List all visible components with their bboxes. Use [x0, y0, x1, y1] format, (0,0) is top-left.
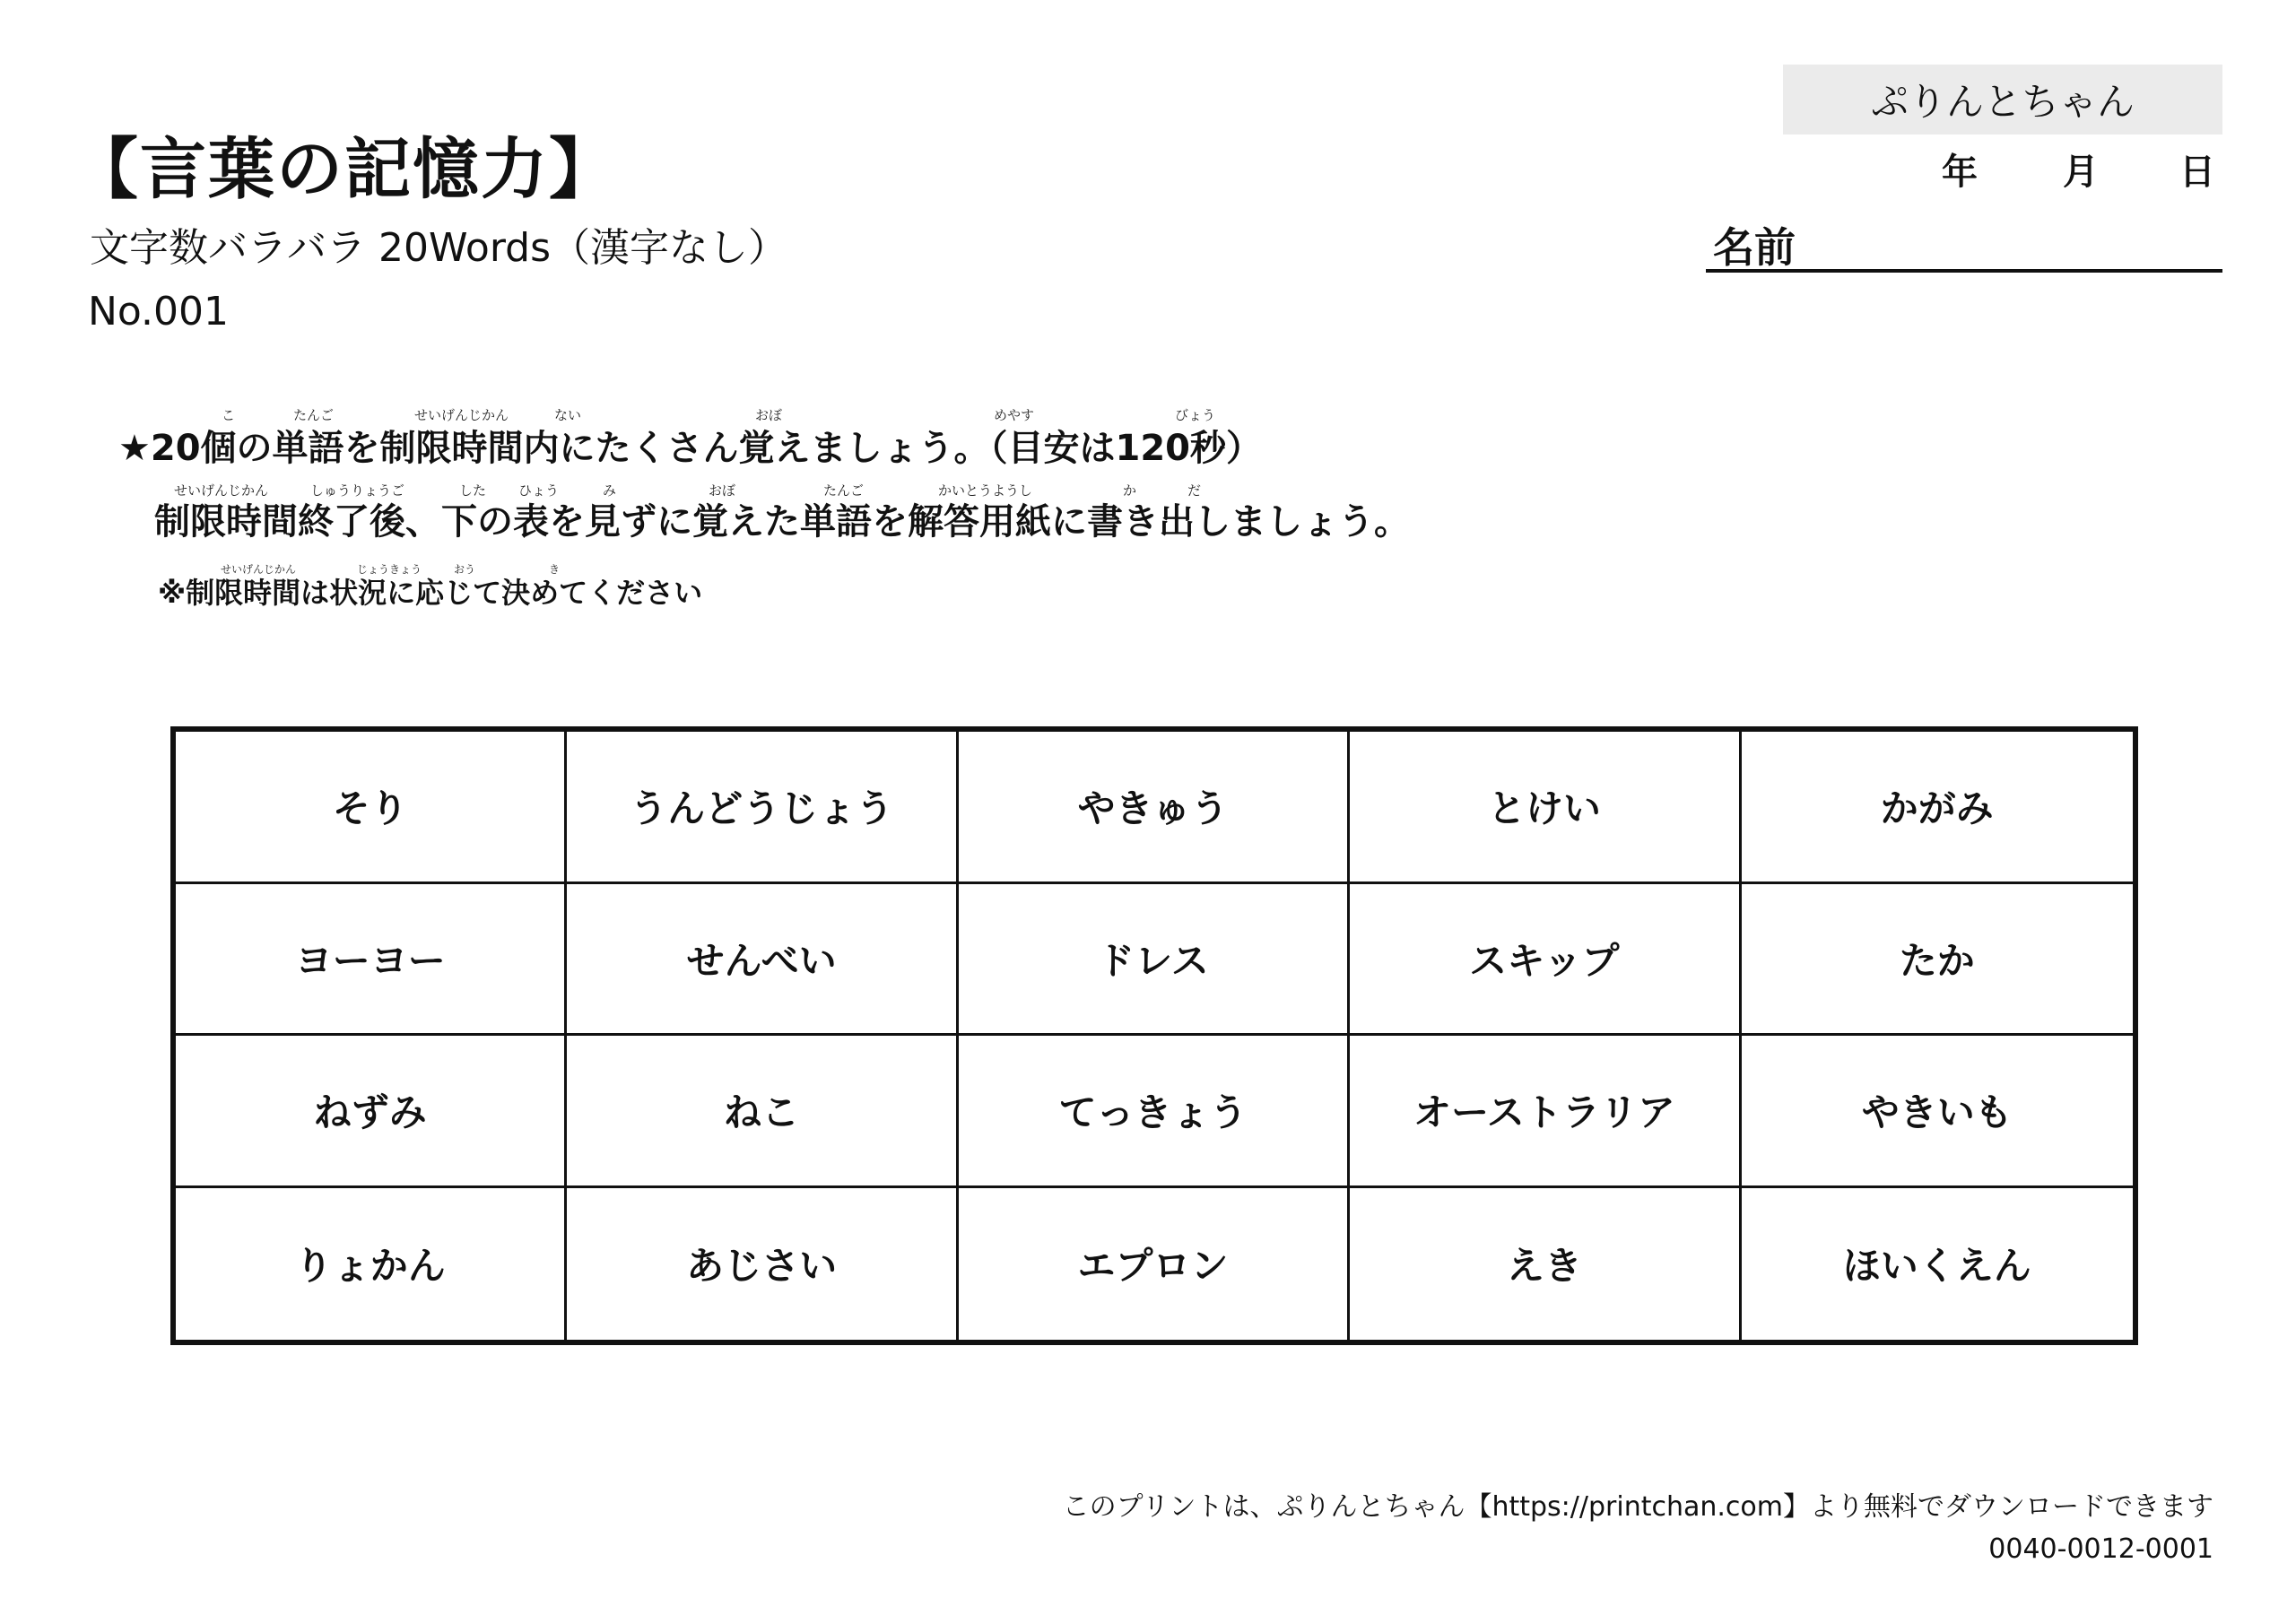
furigana: ない	[554, 407, 582, 423]
word-cell: えき	[1350, 1188, 1741, 1341]
furigana: せいげんじかん	[174, 482, 269, 499]
furigana: ひょう	[518, 482, 560, 499]
brand-badge: ぷりんとちゃん	[1783, 65, 2222, 135]
instruction-line-2: 制限時間終了後、下の表を見ずに覚えた単語を解答用紙に書き出しましょう。	[154, 501, 1410, 543]
footer-note: このプリントは、ぷりんとちゃん【https://printchan.com】より無料でダウンロードできます	[1062, 1491, 2213, 1523]
date-month-label: 月	[2063, 152, 2099, 193]
word-cell: かがみ	[1742, 732, 2133, 884]
furigana: せいげんじかん	[221, 563, 297, 576]
word-cell: せんべい	[567, 884, 958, 1037]
date-day-label: 日	[2179, 152, 2215, 193]
furigana: か	[1123, 482, 1137, 499]
furigana: しゅうりょうご	[310, 482, 405, 499]
word-cell: ねこ	[567, 1036, 958, 1188]
furigana: たんご	[823, 482, 865, 499]
word-cell: スキップ	[1350, 884, 1741, 1037]
word-cell: ヨーヨー	[176, 884, 567, 1037]
page-title: 【言葉の記憶力】	[72, 131, 617, 208]
furigana: み	[603, 482, 617, 499]
word-cell: オーストラリア	[1350, 1036, 1741, 1188]
furigana: こ	[222, 407, 236, 423]
name-label: 名前	[1713, 223, 1796, 272]
furigana: めやす	[994, 407, 1035, 423]
furigana: おぼ	[755, 407, 783, 423]
word-cell: ねずみ	[176, 1036, 567, 1188]
word-cell: やきいも	[1742, 1036, 2133, 1188]
furigana: せいげんじかん	[414, 407, 509, 423]
date-year-label: 年	[1942, 152, 1978, 193]
furigana: だ	[1187, 482, 1202, 499]
word-cell: エプロン	[959, 1188, 1350, 1341]
furigana: おぼ	[709, 482, 736, 499]
word-cell: ほいくえん	[1842, 1244, 2031, 1289]
furigana: びょう	[1175, 407, 1216, 423]
word-cell: りょかん	[176, 1188, 567, 1341]
furigana: き	[549, 563, 561, 576]
furigana: たんご	[293, 407, 335, 423]
word-cell: うんどうじょう	[567, 732, 958, 884]
print-code: 0040-0012-0001	[1988, 1533, 2213, 1565]
furigana: おう	[454, 563, 476, 576]
word-cell: やきゅう	[959, 732, 1350, 884]
furigana: かいとうようし	[938, 482, 1033, 499]
instruction-note: ※制限時間は状況に応じて決めてください	[158, 576, 703, 610]
word-cell: たか	[1742, 884, 2133, 1037]
furigana: した	[459, 482, 487, 499]
instruction-line-1: ★20個の単語を制限時間内にたくさん覚えましょう。（目安は120秒）	[118, 428, 1263, 469]
sheet-number: No.001	[88, 289, 230, 334]
furigana: じょうきょう	[357, 563, 422, 576]
word-cell: あじさい	[567, 1188, 958, 1341]
page-subtitle: 文字数バラバラ 20Words（漢字なし）	[90, 225, 787, 271]
word-cell: てっきょう	[959, 1036, 1350, 1188]
word-table	[170, 726, 2138, 1345]
word-cell: とけい	[1350, 732, 1741, 884]
word-cell: そり	[176, 732, 567, 884]
name-underline[interactable]	[1706, 269, 2222, 273]
word-cell: ドレス	[959, 884, 1350, 1037]
